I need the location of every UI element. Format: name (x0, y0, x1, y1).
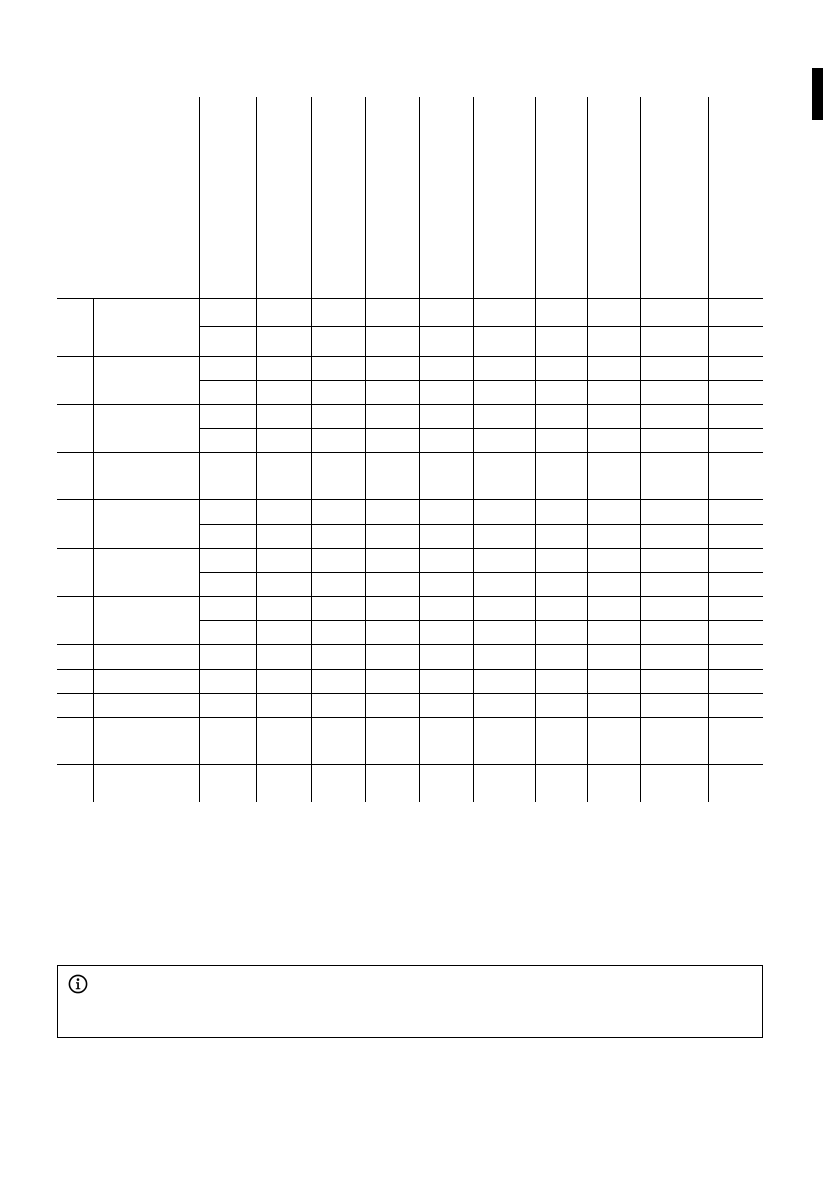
table-row-rule (57, 298, 763, 299)
table-row-rule (57, 356, 763, 357)
table-subrow-rule (199, 380, 763, 381)
table-row-rule (57, 596, 763, 597)
table-row-rule (57, 717, 763, 718)
section-tab-marker (812, 68, 823, 120)
table-column-rule (199, 97, 200, 802)
table-column-rule (256, 97, 257, 802)
table-row-rule (57, 669, 763, 670)
table-column-rule (365, 97, 366, 802)
note-box (57, 965, 763, 1038)
table-row-rule (57, 452, 763, 453)
table-subrow-rule (199, 524, 763, 525)
table-subrow-rule (199, 428, 763, 429)
table-label-rule (93, 298, 94, 802)
table-row-rule (57, 404, 763, 405)
table-column-rule (473, 97, 474, 802)
table-row-rule (57, 693, 763, 694)
table-column-rule (419, 97, 420, 802)
table-column-rule (311, 97, 312, 802)
table-column-rule (587, 97, 588, 802)
table-row-rule (57, 548, 763, 549)
table-subrow-rule (199, 620, 763, 621)
table-row-rule (57, 499, 763, 500)
table-column-rule (640, 97, 641, 802)
table-row-rule (57, 764, 763, 765)
table-row-rule (57, 644, 763, 645)
table-subrow-rule (199, 326, 763, 327)
table-column-rule (535, 97, 536, 802)
table-column-rule (708, 97, 709, 802)
info-icon (68, 974, 88, 994)
table-subrow-rule (199, 572, 763, 573)
